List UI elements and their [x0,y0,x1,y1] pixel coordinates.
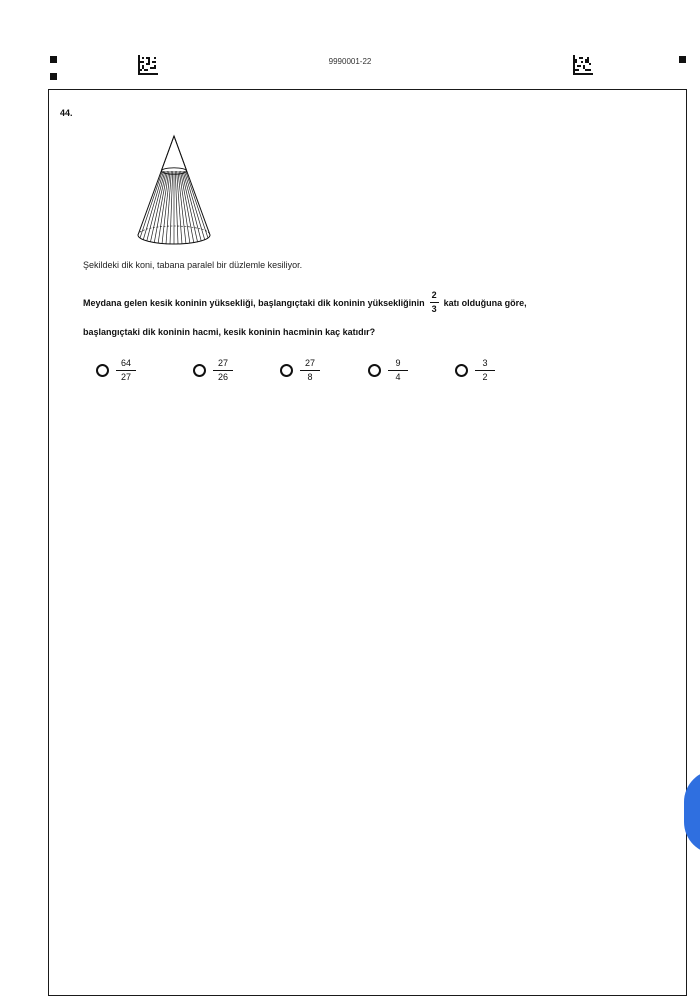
question-stem-line1 [83,291,527,314]
answer-bubble-icon[interactable] [96,364,109,377]
option-denominator: 4 [388,370,408,382]
option-fraction [213,359,233,382]
option-numerator: 64 [120,358,131,368]
document-code: 9990001-22 [328,57,372,66]
question-text-part2: katı olduğuna göre, [443,297,527,308]
answer-option-b[interactable] [193,359,233,382]
option-numerator: 9 [395,358,401,368]
answer-bubble-icon[interactable] [193,364,206,377]
option-fraction [388,359,408,382]
option-numerator: 3 [482,358,488,368]
ratio-denominator: 3 [431,304,437,314]
registration-mark-top-left-2 [50,73,57,80]
option-denominator: 2 [475,370,495,382]
option-fraction [300,359,320,382]
option-numerator: 27 [304,358,315,368]
answer-option-c[interactable] [280,359,320,382]
answer-bubble-icon[interactable] [368,364,381,377]
option-fraction [475,359,495,382]
option-denominator: 27 [116,370,136,382]
option-numerator: 27 [217,358,228,368]
option-denominator: 8 [300,370,320,382]
question-stem-line2: başlangıçtaki dik koninin hacmi, kesik koninin hacminin kaç katıdır? [83,327,376,337]
answer-bubble-icon[interactable] [455,364,468,377]
height-ratio-fraction [430,291,439,314]
cone-cut-by-plane-figure-icon [134,134,214,249]
answer-option-e[interactable] [455,359,495,382]
question-number: 44. [60,108,73,118]
question-text-part1: Meydana gelen kesik koninin yüksekliği, başlangıçtaki dik koninin yüksekliğinin [83,297,425,308]
answer-bubble-icon[interactable] [280,364,293,377]
answer-option-d[interactable] [368,359,408,382]
option-denominator: 26 [213,370,233,382]
answer-option-a[interactable] [96,359,136,382]
ratio-numerator: 2 [431,290,437,300]
option-fraction [116,359,136,382]
question-intro-text: Şekildeki dik koni, tabana paralel bir düzlemle kesiliyor. [83,260,303,270]
